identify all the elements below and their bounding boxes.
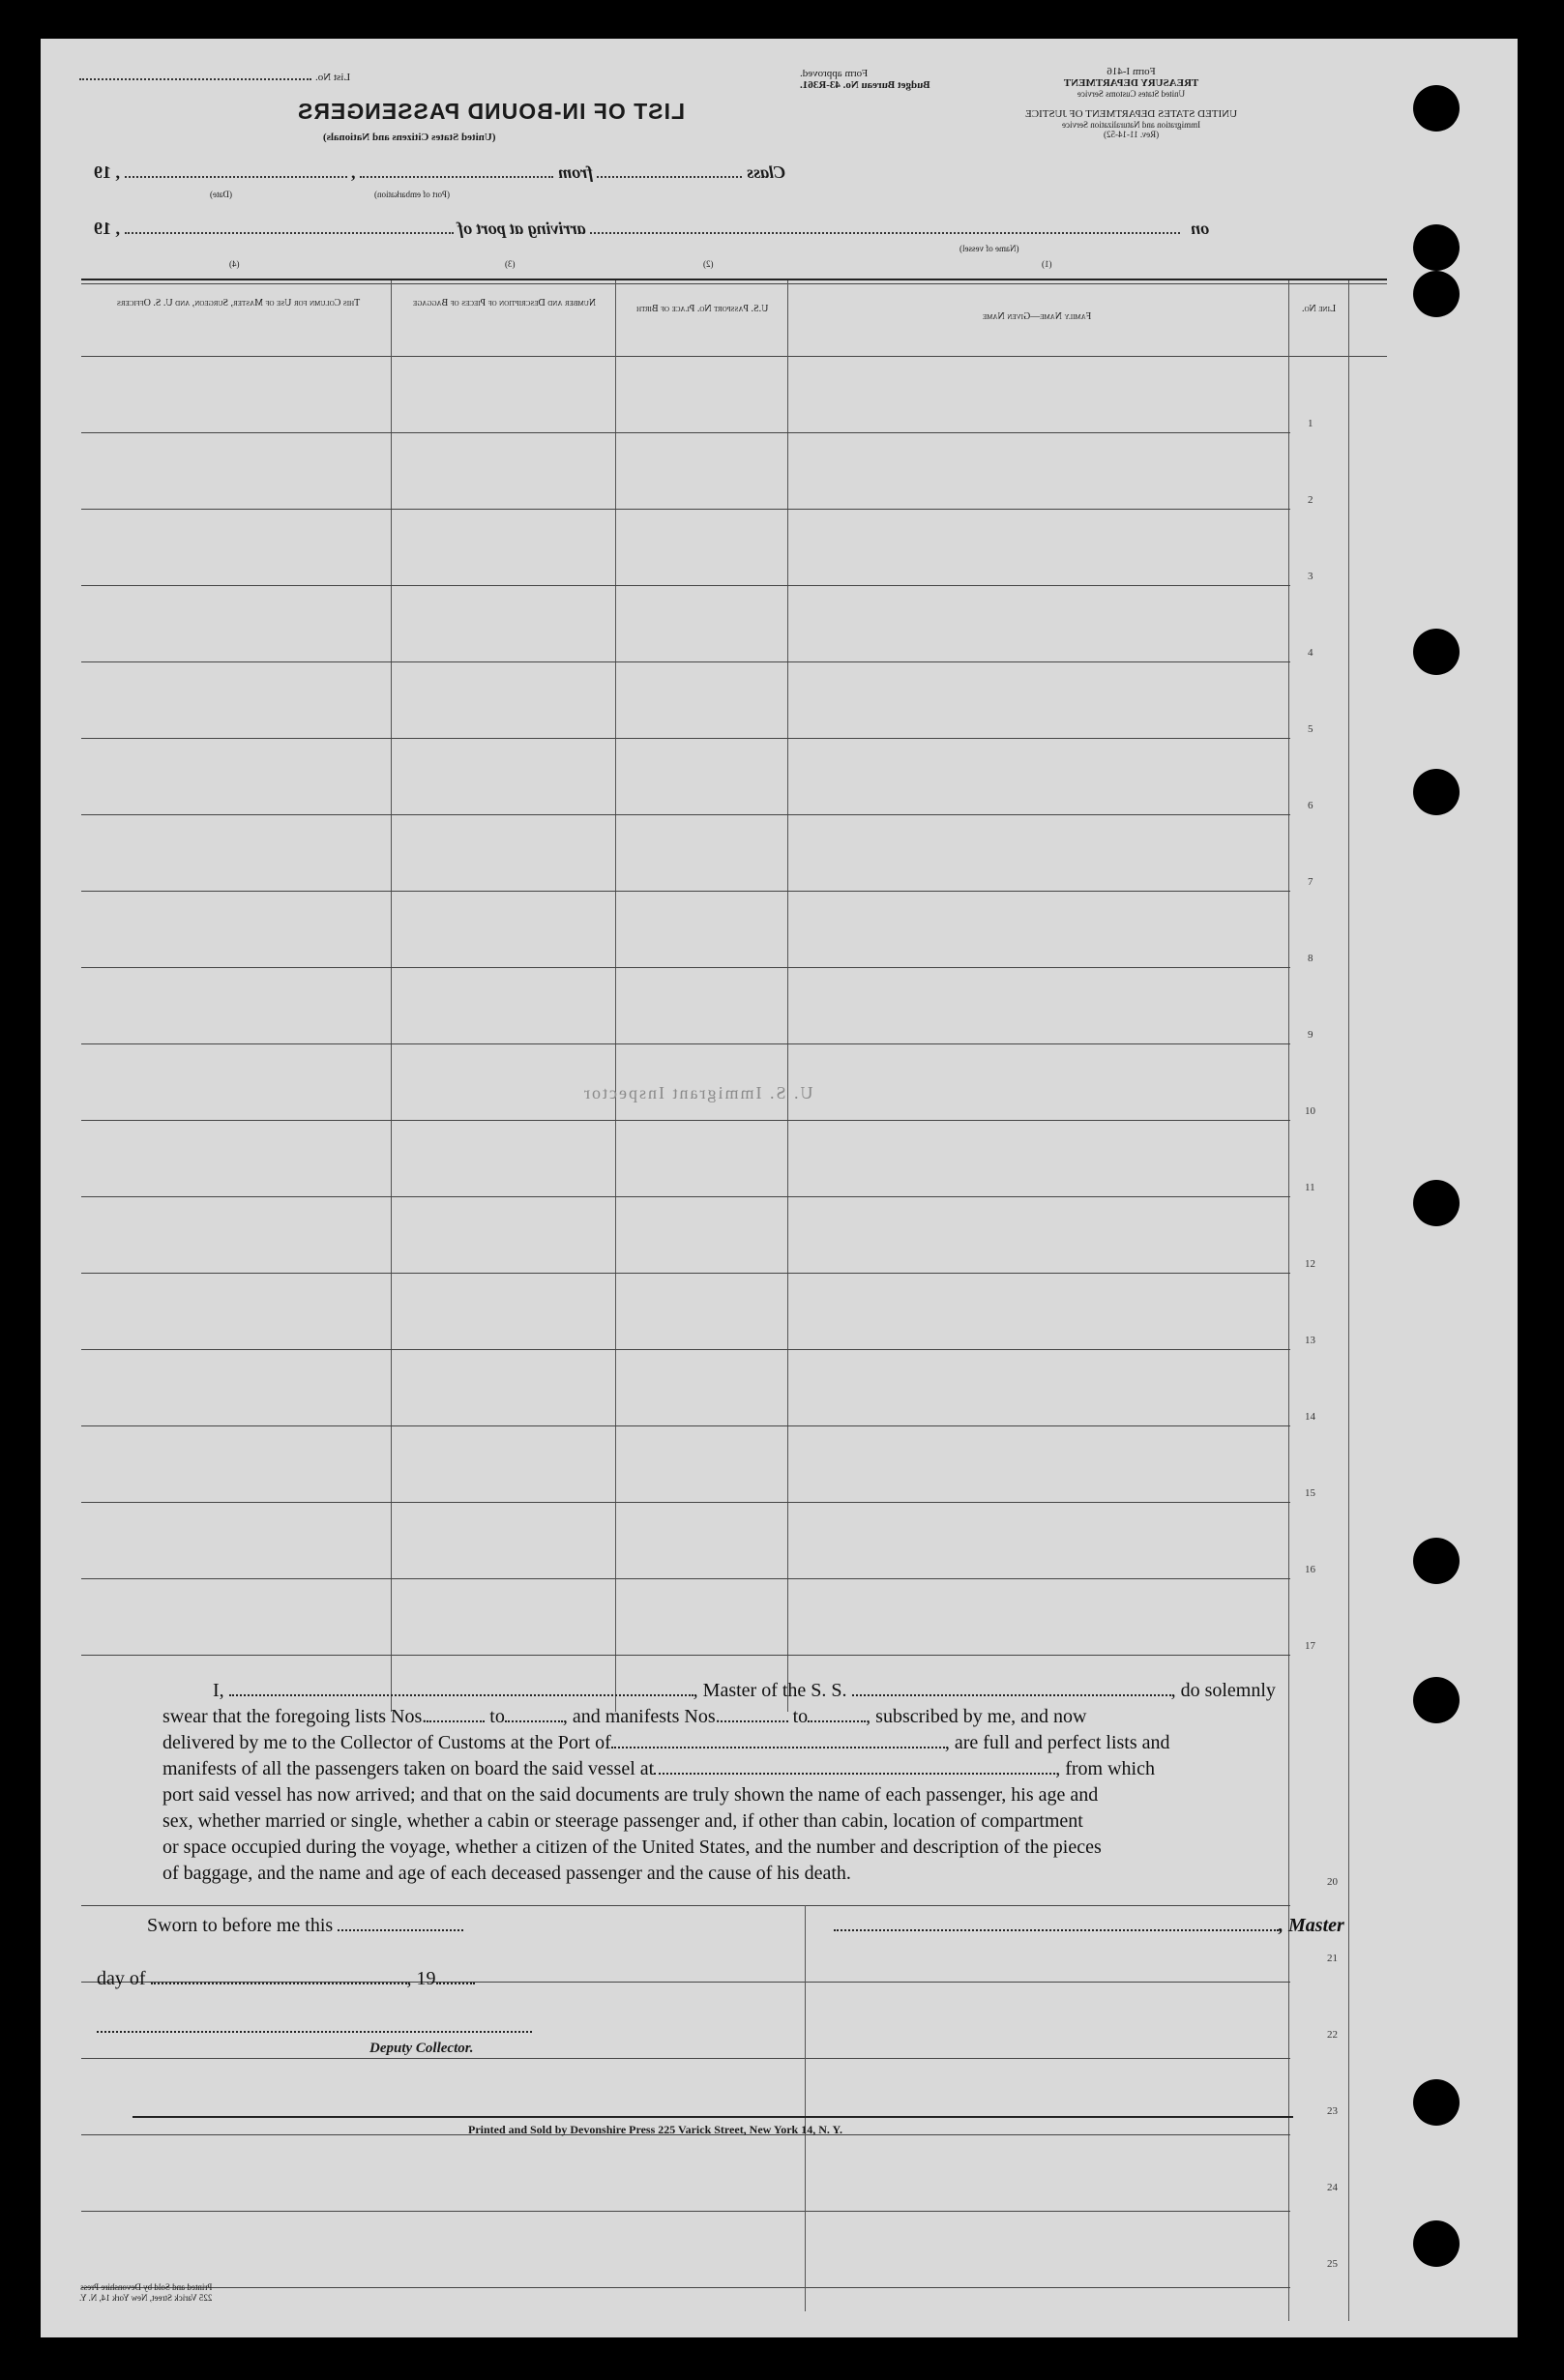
from-label: from [557,162,593,182]
line-number: 12 [1305,1258,1315,1270]
list-to-field[interactable] [505,1720,563,1722]
row-rule [81,432,1290,433]
line-number: 6 [1308,800,1313,811]
list-no-label: List No. [315,72,351,83]
row-rule [81,1655,1290,1656]
col-header-passport: U.S. Passport No. Place of Birth [636,304,769,314]
line-number: 22 [1327,2029,1338,2041]
sworn-month-field[interactable] [151,1983,407,1984]
arrival-line: 19 , arriving at port of on [94,219,1209,238]
master-signature-field[interactable] [834,1929,1279,1931]
port-caption: (Port of embarkation) [374,190,450,199]
line-number: 9 [1308,1029,1313,1041]
master-name-field[interactable] [229,1694,693,1696]
line-number: 24 [1327,2182,1338,2193]
row-rule [81,661,1290,662]
master-oath [162,1678,1401,1887]
treasury-text: TREASURY DEPARTMENT [1063,77,1199,89]
oath-line-1: I, , Master of the S. S. , do solemnly [213,1680,1276,1701]
col-divider-3 [787,280,788,1712]
row-rule [81,585,1290,586]
manifest-from-field[interactable] [721,1720,788,1722]
list-from-field[interactable] [427,1720,485,1722]
col-num-2: (2) [703,259,714,269]
col-header-baggage: Number and Description of Pieces of Baggage [413,298,597,309]
row-rule [81,1349,1290,1350]
oath-line-5: port said vessel has now arrived; and that on the said documents are truly shown the name of each passenger, his age and [162,1784,1099,1806]
col-header-line-no: Line No. [1301,304,1337,314]
line-number: 16 [1305,1564,1315,1575]
deputy-collector-label: Deputy Collector. [369,2041,474,2056]
customs-text: United States Customs Service [1077,89,1186,99]
col-divider-2 [615,280,616,1712]
line-number: 15 [1305,1487,1315,1499]
date-line: 19 , , from Class [94,162,785,182]
rev-text: (Rev. 11-14-52) [1104,130,1160,139]
sworn-year-field[interactable] [436,1983,475,1984]
oath-line-3: delivered by me to the Collector of Customs at the Port of , are full and perfect lists and [162,1732,1170,1753]
binder-hole [1413,1538,1460,1584]
class-label: Class [746,162,785,182]
binder-hole [1413,271,1460,317]
form-approved-text: Form approved. [800,68,869,79]
binder-hole [1413,629,1460,675]
binder-hole [1413,2079,1460,2126]
row-rule [81,967,1290,968]
col-header-officers: This Column for Use of Master, Surgeon, and U. S. Officers [117,298,361,309]
line-number: 1 [1308,418,1313,429]
sworn-line: Sworn to before me this [147,1915,463,1937]
departure-port-field[interactable] [654,1773,1055,1775]
footer-rule [133,2116,1293,2118]
line-number: 23 [1327,2105,1338,2117]
row-rule [81,1502,1290,1503]
row-rule [81,509,1290,510]
line-number: 5 [1308,723,1313,735]
line-number: 17 [1305,1640,1315,1652]
line-number: 8 [1308,953,1313,964]
line-number: 20 [1327,1876,1338,1888]
row-rule [81,738,1290,739]
binder-hole [1413,224,1460,271]
line-number: 4 [1308,647,1313,659]
form-subtitle-text: (United States Citizens and Nationals) [323,132,496,143]
oath-line-7: or space occupied during the voyage, whether a citizen of the United States, and the number and description of the pieces [162,1836,1102,1858]
form-title-text: LIST OF IN-BOUND PASSENGERS [297,99,685,124]
on-label: on [1190,219,1209,238]
printer-imprint-mirrored: Printed and Sold by Devonshire Press 225 Varick Street, New York 14, N. Y. [79,2282,213,2303]
line-number: 10 [1305,1105,1315,1117]
col-divider-4 [1288,280,1289,2321]
oath-line-8: of baggage, and the name and age of each deceased passenger and the cause of his death. [162,1863,851,1884]
row-rule [81,814,1290,815]
oath-line-4: manifests of all the passengers taken on board the said vessel at , from which [162,1758,1155,1779]
line-number: 14 [1305,1411,1315,1423]
row-rule [81,1905,1290,1906]
deputy-signature-field[interactable] [97,2031,532,2033]
line-number: 11 [1305,1182,1315,1193]
oath-line-2: swear that the foregoing lists Nos. to , and manifests Nos. to , subscribed by me, and now [162,1706,1087,1727]
justice-text: UNITED STATES DEPARTMENT OF JUSTICE [1025,108,1238,120]
printer-imprint: Printed and Sold by Devonshire Press 225 Varick Street, New York 14, N. Y. [468,2123,843,2136]
form-number: Form I-416 [1107,66,1156,77]
binder-hole [1413,2220,1460,2267]
table-top-rule [81,279,1387,280]
row-rule [81,1425,1290,1426]
binder-hole [1413,1180,1460,1226]
list-number-line [79,68,350,85]
sworn-day-field[interactable] [338,1929,463,1931]
line-number: 13 [1305,1335,1315,1346]
year-1: 19 [94,162,111,182]
row-rule [81,891,1290,892]
port-field[interactable] [611,1747,945,1748]
row-rule [81,1120,1290,1121]
vessel-name-field[interactable] [852,1694,1171,1696]
year-2: 19 [94,219,111,238]
line-number: 25 [1327,2258,1338,2270]
row-rule [81,2287,1290,2288]
row-rule [81,1273,1290,1274]
form-page [41,39,1518,2337]
col-header-name: Family Name—Given Name [982,311,1092,322]
arriving-label: arriving at port of [457,219,586,238]
col-num-4: (4) [229,259,240,269]
line-number: 7 [1308,876,1313,888]
col-num-3: (3) [505,259,516,269]
form-subtitle [323,128,495,145]
agency-block [1025,66,1237,139]
form-title [297,99,685,125]
col-divider-5 [1348,280,1349,2321]
lower-col-divider [805,1905,806,2311]
oath-line-6: sex, whether married or single, whether a cabin or steerage passenger and, if other than cabin, location of compartment [162,1810,1083,1832]
ins-text: Immigration and Naturalization Service [1061,120,1201,130]
vessel-caption: (Name of vessel) [959,244,1019,253]
table-top-rule-2 [81,283,1387,284]
col-num-1: (1) [1042,259,1052,269]
manifest-to-field[interactable] [808,1720,866,1722]
master-signature-line: , Master [834,1915,1344,1937]
binder-hole [1413,85,1460,132]
line-number: 2 [1308,494,1313,506]
binder-hole [1413,1677,1460,1723]
bleed-through-stamp: U. S. Immigrant Inspector [582,1083,813,1102]
budget-bureau-text: Budget Bureau No. 43-R361. [800,79,930,91]
date-caption: (Date) [210,190,232,199]
line-number: 21 [1327,1953,1338,1964]
binder-hole [1413,769,1460,815]
row-rule [81,1578,1290,1579]
row-rule [81,1196,1290,1197]
col-divider-1 [391,280,392,1712]
table-header-rule [81,356,1387,357]
row-rule [81,2058,1290,2059]
row-rule [81,1043,1290,1044]
line-number: 3 [1308,571,1313,582]
form-approval [800,68,930,91]
day-of-line: day of , 19 [97,1968,475,1990]
row-rule [81,2211,1290,2212]
